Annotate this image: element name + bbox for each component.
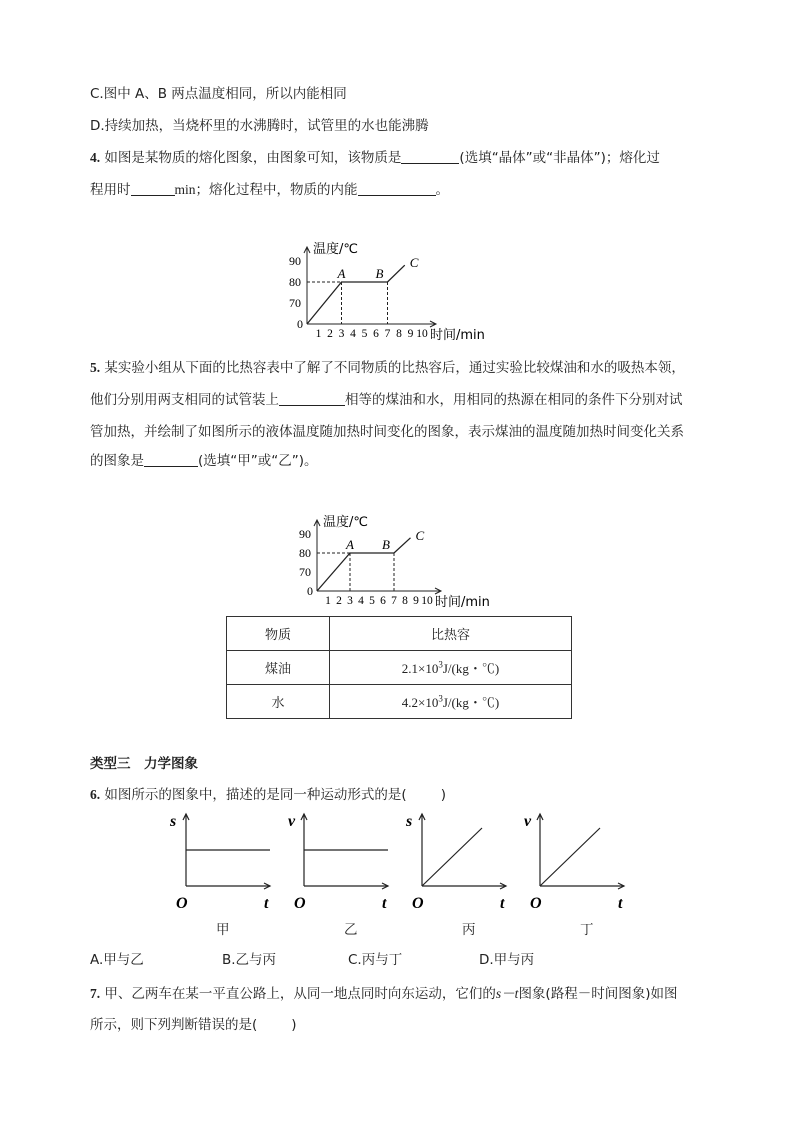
motion-graph-ding [524,813,624,908]
y-axis-label: s [406,813,413,830]
x-tick-label: 8 [396,328,402,340]
origin-label: 0 [307,584,313,598]
x-tick-label: 3 [347,595,353,607]
table-header-row [227,617,572,651]
q6-close: ) [440,787,446,803]
table-row [227,685,572,719]
q6-text: 如图所示的图象中，描述的是同一种运动形式的是( [104,787,407,803]
caption-bing: 丙 [462,922,476,938]
x-tick-label: 1 [315,328,322,340]
point-c-label: C [415,527,425,543]
x-tick-label: 3 [338,328,345,340]
x-tick-label: 7 [384,328,391,340]
y-axis-label: s [170,813,177,830]
unit-text: J/(kg・℃) [442,695,500,710]
q4-line1 [90,146,660,166]
motion-graph-bing [405,813,506,908]
origin-label: O [530,895,542,908]
section-heading: 类型三 力学图象 [90,756,198,772]
x-axis-label: t [382,895,387,908]
graph-line-diagonal [422,828,482,886]
q6-option-a[interactable]: A.甲与乙 [90,952,144,968]
q5-number: 5. [90,360,101,375]
x-tick-label: 5 [361,328,368,340]
q4-text-2c: 。 [435,182,450,198]
q7-text-2a: 所示，则下列判断错误的是( [90,1017,258,1033]
exponent-text: 3 [438,659,443,670]
q6-line [90,783,446,803]
origin-label: O [294,895,306,908]
x-tick-label: 10 [416,328,428,340]
q4-blank-2[interactable] [131,182,175,196]
x-axis-label: t [500,895,505,908]
x-tick-label: 1 [325,595,331,607]
point-a-label: A [337,266,346,281]
y-axis-label: 温度/℃ [323,515,368,530]
specific-heat-table [226,616,572,719]
q7-line2 [90,1013,297,1033]
x-tick-label: 7 [391,595,397,607]
q4-text-1b: (选填“晶体”或“非晶体”)；熔化过 [459,150,660,166]
q5-line4 [90,449,318,469]
q5-blank-1[interactable] [279,392,345,406]
table-header-cell: 比热容 [330,617,572,651]
graph-line-diagonal [540,828,600,886]
q5-text-2b: 相等的煤油和水，用相同的热源在相同的条件下分别对试 [345,392,683,408]
point-a-label: A [346,537,354,552]
origin-label: O [176,895,188,908]
option-c-prev: C.图中 A、B 两点温度相同，所以内能相同 [90,86,347,102]
y-tick-label: 70 [289,296,301,310]
table-cell: 煤油 [227,651,330,685]
point-c-label: C [409,255,419,271]
table-cell [330,651,572,685]
q7-number: 7. [90,986,101,1001]
q5-text-4a: 的图象是 [90,453,144,469]
x-tick-label: 6 [373,328,379,340]
q5-blank-2[interactable] [144,453,198,467]
origin-label: 0 [297,317,303,331]
y-axis-label: v [288,813,296,830]
q4-text-2b: min；熔化过程中，物质的内能 [174,182,358,197]
q7-text-2b: ) [291,1017,297,1033]
x-tick-label: 5 [369,595,375,607]
x-tick-label: 2 [336,595,342,607]
y-tick-label: 80 [299,546,311,560]
q6-option-d[interactable]: D.甲与丙 [479,952,535,968]
table-row [227,651,572,685]
q4-line2 [90,178,449,198]
x-tick-label: 9 [407,328,414,340]
q7-text-1a: 甲、乙两车在某一平直公路上，从同一地点同时向东运动，它们的 [104,986,496,1002]
x-axis-label: 时间/min [430,328,485,343]
x-axis-label: t [264,895,269,908]
y-axis-label: 温度/℃ [313,242,358,257]
y-axis-label: v [524,813,532,830]
x-tick-label: 4 [358,595,364,607]
q7-text-1b: 图象(路程－时间图象)如图 [518,986,678,1002]
q4-number: 4. [90,150,101,165]
q4-blank-1[interactable] [401,150,459,164]
value-text: 4.2×10 [401,695,439,710]
exponent-text: 3 [438,693,443,704]
q5-text-2a: 他们分别用两支相同的试管装上 [90,392,279,408]
q4-text-2a: 程用时 [90,182,131,198]
motion-graph-yi [288,813,388,908]
y-tick-label: 80 [289,275,301,289]
x-tick-label: 10 [421,595,433,607]
origin-label: O [412,895,424,908]
q4-blank-3[interactable] [358,182,436,196]
table-cell: 水 [227,685,330,719]
point-b-label: B [382,537,390,552]
caption-ding: 丁 [580,922,594,938]
x-tick-label: 4 [350,328,356,340]
q6-number: 6. [90,787,101,802]
series-line [317,538,411,591]
q6-option-c[interactable]: C.丙与丁 [348,952,403,968]
value-text: 2.1×10 [401,661,439,676]
point-b-label: B [375,266,384,281]
motion-graph-jia [169,813,270,908]
table-cell [330,685,572,719]
y-tick-label: 90 [289,254,301,268]
unit-text: J/(kg・℃) [442,661,500,676]
x-tick-label: 2 [327,328,333,340]
table-header-cell: 物质 [227,617,330,651]
q5-line3: 管加热，并绘制了如图所示的液体温度随加热时间变化的图象，表示煤油的温度随加热时间变化关系 [90,424,684,440]
melting-graph-1 [280,200,540,345]
y-tick-label: 70 [299,565,311,579]
motion-graphs [160,808,640,908]
q6-option-b[interactable]: B.乙与丙 [222,952,277,968]
q5-line1 [90,356,685,376]
y-tick-label: 90 [299,527,311,541]
x-tick-label: 9 [413,595,419,607]
x-tick-label: 6 [380,595,386,607]
q4-text-1a: 如图是某物质的熔化图象，由图象可知，该物质是 [104,150,402,166]
caption-jia: 甲 [216,922,230,938]
melting-graph-2 [290,478,520,610]
q7-st: s－t [495,986,519,1001]
caption-yi: 乙 [344,922,358,938]
q7-line1 [90,982,677,1002]
x-axis-label: t [618,895,623,908]
q5-line2 [90,388,683,408]
x-axis-label: 时间/min [435,595,490,610]
q5-text-4b: (选填“甲”或“乙”)。 [198,453,318,469]
x-tick-label: 8 [402,595,408,607]
series-line [307,265,405,324]
q5-text-1: 某实验小组从下面的比热容表中了解了不同物质的比热容后，通过实验比较煤油和水的吸热本领， [104,360,685,376]
option-d-prev: D.持续加热，当烧杯里的水沸腾时，试管里的水也能沸腾 [90,118,429,134]
